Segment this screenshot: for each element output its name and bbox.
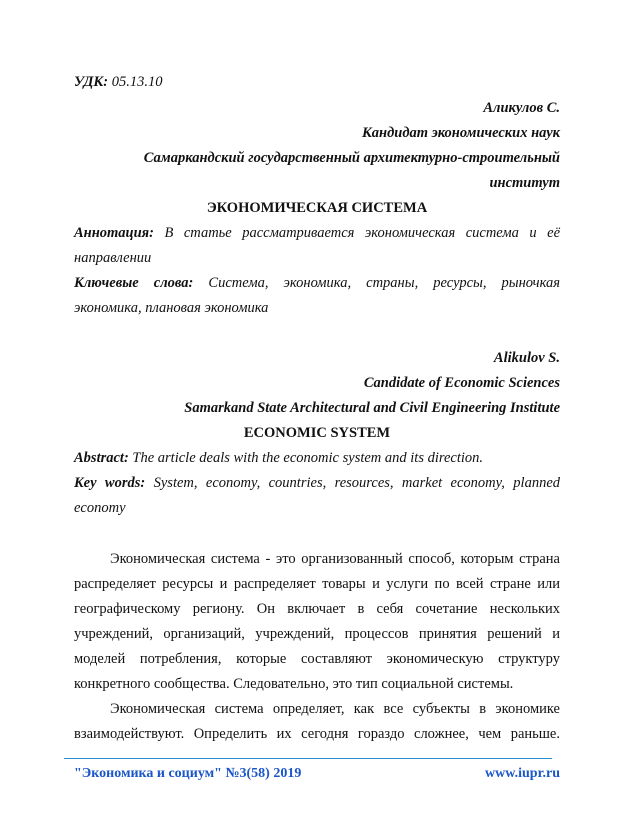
- abstract-en: [74, 448, 560, 468]
- degree-en: Candidate of Economic Sciences: [363, 375, 560, 391]
- p1-line: учреждений, организаций, учреждений, процессов принятия решений и: [74, 626, 560, 642]
- institution-ru-line1: Самаркандский государственный архитектурно-строительный: [143, 150, 560, 166]
- udk-label: УДК:: [74, 74, 109, 90]
- p2-line: Экономическая система определяет, как все субъекты в экономике: [110, 701, 560, 717]
- annotation-ru-text: В статье рассматривается экономическая система и её: [164, 225, 561, 241]
- keywords-en-text: System, economy, countries, resources, market economy, planned: [153, 475, 560, 491]
- author-ru: Аликулов С.: [483, 100, 560, 116]
- annotation-ru-label: Аннотация:: [74, 225, 154, 241]
- p2-line: взаимодействуют. Определить их сегодня гораздо сложнее, чем раньше.: [74, 726, 560, 742]
- footer-journal: "Экономика и социум" №3(58) 2019: [74, 766, 302, 781]
- abstract-en-text: The article deals with the economic system and its direction.: [132, 450, 484, 466]
- body-paragraph-1: [74, 547, 560, 697]
- keywords-ru-line2: экономика, плановая экономика: [74, 300, 269, 316]
- author-en: Alikulov S.: [493, 350, 560, 366]
- p1-line: моделей потребления, которые составляют экономическую структуру: [74, 651, 560, 667]
- keywords-en-line2: economy: [74, 500, 126, 516]
- keywords-ru-label: Ключевые слова:: [74, 275, 194, 291]
- degree-ru: Кандидат экономических наук: [361, 125, 560, 141]
- p1-line: конкретного сообщества. Следовательно, это тип социальной системы.: [74, 676, 514, 692]
- udk-value: 05.13.10: [111, 74, 163, 90]
- abstract-en-label: Abstract:: [74, 450, 129, 466]
- p1-line: географическому региону. Он включает в себя сочетание нескольких: [74, 601, 560, 617]
- title-ru: ЭКОНОМИЧЕСКАЯ СИСТЕМА: [206, 200, 428, 216]
- keywords-en-line1: [74, 473, 560, 493]
- annotation-ru-line1: [74, 223, 560, 243]
- annotation-ru-line2: направлении: [74, 250, 152, 266]
- footer-site-link[interactable]: www.iupr.ru: [485, 766, 560, 781]
- p1-line: Экономическая система - это организованный способ, которым страна: [110, 551, 560, 567]
- institution-en: Samarkand State Architectural and Civil Engineering Institute: [184, 400, 560, 416]
- title-en: ECONOMIC SYSTEM: [243, 425, 391, 441]
- institution-ru-line2: институт: [489, 175, 560, 191]
- p1-line: распределяет ресурсы и распределяет товары и услуги по всей стране или: [74, 576, 560, 592]
- footer-divider: [64, 758, 552, 759]
- udk-line: [74, 72, 560, 92]
- body-paragraph-2: [74, 697, 560, 747]
- keywords-en-label: Key words:: [74, 475, 146, 491]
- keywords-ru-line1: [74, 273, 560, 293]
- keywords-ru-text: Система, экономика, страны, ресурсы, рыночкая: [208, 275, 560, 291]
